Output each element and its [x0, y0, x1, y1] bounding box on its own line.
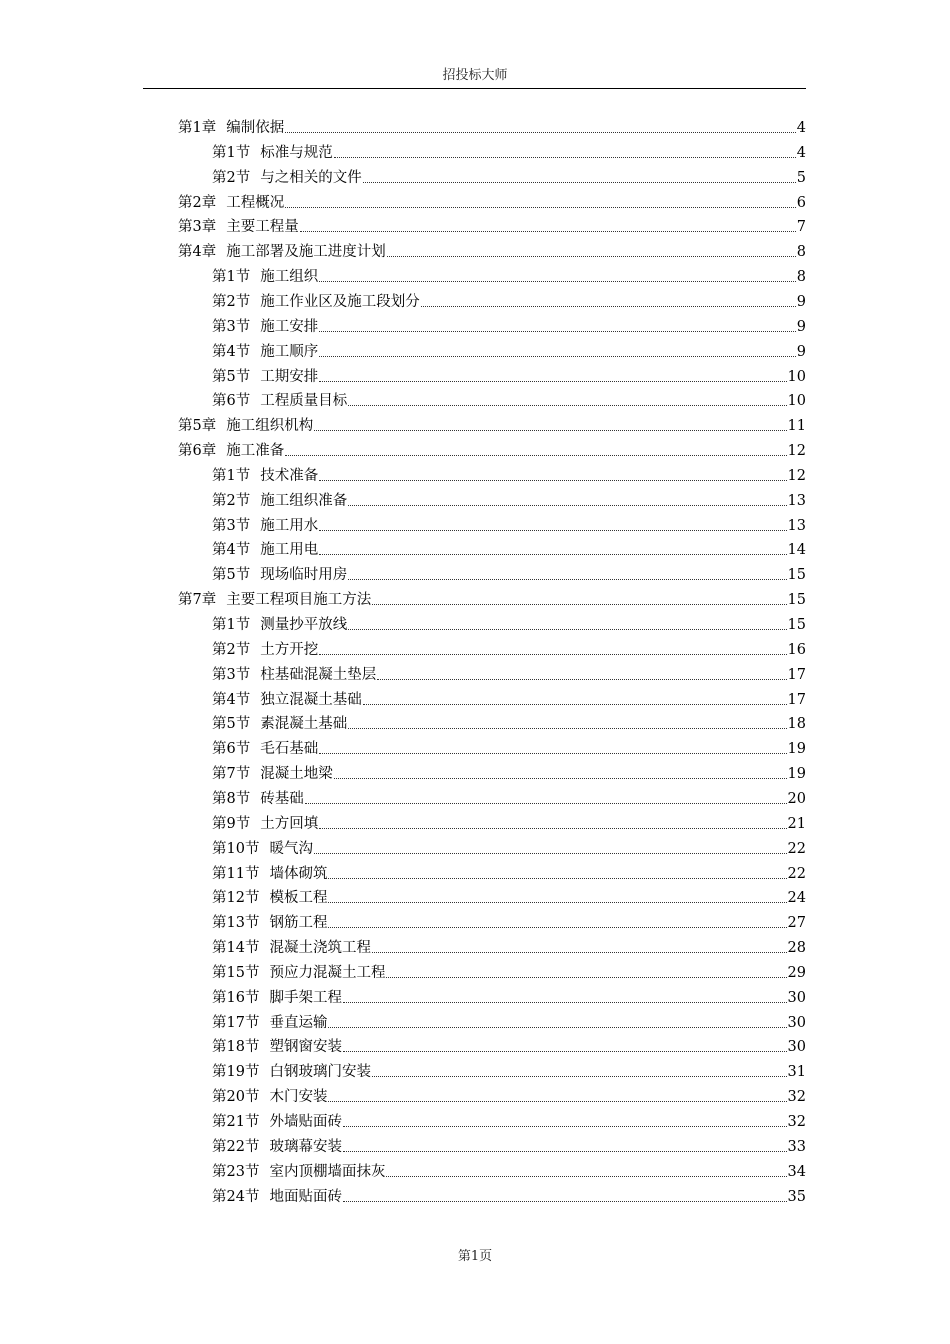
- toc-entry-number: 第2节: [212, 641, 251, 658]
- toc-dot-leader: [319, 331, 796, 332]
- toc-section-entry[interactable]: [212, 886, 806, 908]
- toc-dot-leader: [285, 132, 796, 133]
- toc-entry-number: 第1节: [212, 617, 251, 633]
- toc-entry-number: 第8节: [212, 790, 251, 807]
- toc-entry-page-number: 32: [787, 1114, 806, 1130]
- toc-dot-leader: [328, 927, 786, 928]
- toc-dot-leader: [319, 281, 796, 282]
- toc-dot-leader: [348, 505, 786, 506]
- toc-section-entry[interactable]: [212, 837, 806, 859]
- toc-entry-number: 第5节: [212, 368, 251, 385]
- toc-section-entry[interactable]: [212, 1135, 806, 1157]
- toc-entry-page-number: 10: [787, 393, 806, 410]
- toc-section-entry[interactable]: [212, 787, 806, 809]
- toc-dot-leader: [334, 778, 787, 779]
- toc-entry-page-number: 35: [787, 1188, 806, 1205]
- toc-entry-number: 第21节: [212, 1114, 260, 1130]
- toc-section-entry[interactable]: [212, 489, 806, 511]
- toc-entry-title: 标准与规范: [260, 144, 333, 161]
- toc-entry-title: 垂直运输: [269, 1014, 328, 1031]
- toc-dot-leader: [319, 828, 786, 829]
- toc-entry-number: 第6节: [212, 393, 251, 410]
- toc-dot-leader: [343, 1151, 787, 1152]
- toc-dot-leader: [348, 579, 786, 580]
- toc-entry-page-number: 33: [787, 1138, 806, 1155]
- toc-chapter-entry[interactable]: [178, 191, 806, 213]
- toc-dot-leader: [305, 803, 787, 804]
- page-header-title: 招投标大师: [442, 68, 508, 83]
- toc-section-entry[interactable]: [212, 265, 806, 287]
- toc-entry-title: 钢筋工程: [269, 915, 328, 932]
- toc-section-entry[interactable]: [212, 1160, 806, 1182]
- toc-entry-number: 第2章: [178, 194, 217, 211]
- toc-entry-page-number: 22: [787, 840, 806, 857]
- toc-entry-title: 脚手架工程: [269, 989, 342, 1006]
- toc-entry-page-number: 32: [787, 1089, 806, 1106]
- toc-section-entry[interactable]: [212, 862, 806, 884]
- toc-entry-title: 施工作业区及施工段划分: [260, 293, 420, 310]
- toc-dot-leader: [372, 952, 787, 953]
- toc-section-entry[interactable]: [212, 961, 806, 983]
- toc-entry-page-number: 9: [796, 343, 806, 360]
- toc-dot-leader: [328, 878, 786, 879]
- toc-section-entry[interactable]: [212, 712, 806, 734]
- toc-entry-number: 第7节: [212, 766, 251, 783]
- toc-entry-number: 第2节: [212, 492, 251, 509]
- toc-entry-number: 第1节: [212, 269, 251, 286]
- toc-entry-page-number: 4: [796, 120, 806, 136]
- toc-entry-number: 第18节: [212, 1039, 260, 1056]
- toc-entry-title: 主要工程量: [226, 219, 299, 236]
- toc-section-entry[interactable]: [212, 464, 806, 486]
- toc-entry-title: 施工组织准备: [260, 492, 348, 509]
- toc-entry-page-number: 30: [787, 1039, 806, 1056]
- toc-entry-number: 第24节: [212, 1188, 260, 1205]
- toc-entry-title: 施工组织: [260, 269, 319, 286]
- toc-section-entry[interactable]: [212, 563, 806, 585]
- toc-entry-page-number: 5: [796, 169, 806, 186]
- toc-entry-number: 第4节: [212, 343, 251, 360]
- toc-dot-leader: [343, 1201, 787, 1202]
- toc-entry-title: 混凝土浇筑工程: [269, 940, 371, 957]
- toc-section-entry[interactable]: [212, 1085, 806, 1107]
- toc-entry-page-number: 13: [787, 517, 806, 534]
- toc-entry-page-number: 17: [787, 666, 806, 683]
- toc-entry-title: 施工用电: [260, 542, 319, 559]
- toc-entry-title: 技术准备: [260, 467, 319, 484]
- toc-entry-page-number: 9: [796, 293, 806, 310]
- toc-entry-title: 施工用水: [260, 517, 319, 534]
- toc-entry-number: 第17节: [212, 1014, 260, 1031]
- toc-entry-page-number: 30: [787, 1014, 806, 1031]
- toc-entry-number: 第19节: [212, 1064, 260, 1081]
- toc-section-entry[interactable]: [212, 365, 806, 387]
- toc-entry-title: 施工准备: [226, 443, 285, 460]
- toc-entry-page-number: 10: [787, 368, 806, 385]
- toc-dot-leader: [386, 1176, 786, 1177]
- toc-entry-page-number: 22: [787, 865, 806, 882]
- toc-entry-title: 施工部署及施工进度计划: [226, 244, 386, 261]
- toc-dot-leader: [387, 256, 796, 257]
- toc-entry-number: 第7章: [178, 592, 217, 609]
- toc-entry-title: 毛石基础: [260, 741, 319, 758]
- toc-entry-title: 与之相关的文件: [260, 169, 362, 186]
- toc-entry-number: 第1章: [178, 120, 217, 136]
- toc-dot-leader: [363, 704, 787, 705]
- toc-dot-leader: [300, 231, 796, 232]
- toc-dot-leader: [319, 381, 786, 382]
- toc-entry-title: 预应力混凝土工程: [269, 964, 386, 981]
- toc-entry-title: 工程质量目标: [260, 393, 348, 410]
- toc-entry-page-number: 13: [787, 492, 806, 509]
- toc-section-entry[interactable]: [212, 613, 806, 635]
- toc-entry-page-number: 12: [787, 443, 806, 460]
- toc-section-entry[interactable]: [212, 340, 806, 362]
- toc-entry-title: 工期安排: [260, 368, 319, 385]
- toc-section-entry[interactable]: [212, 141, 806, 163]
- toc-entry-page-number: 14: [787, 542, 806, 559]
- toc-entry-title: 素混凝土基础: [260, 716, 348, 733]
- toc-entry-number: 第23节: [212, 1163, 260, 1180]
- toc-entry-page-number: 19: [787, 766, 806, 783]
- toc-dot-leader: [372, 1076, 787, 1077]
- toc-section-entry[interactable]: [212, 911, 806, 933]
- toc-chapter-entry[interactable]: [178, 414, 806, 436]
- toc-entry-title: 施工安排: [260, 318, 319, 335]
- toc-dot-leader: [348, 629, 786, 630]
- toc-section-entry[interactable]: [212, 1060, 806, 1082]
- toc-entry-number: 第5章: [178, 418, 217, 435]
- toc-dot-leader: [372, 604, 786, 605]
- toc-dot-leader: [348, 405, 786, 406]
- toc-section-entry[interactable]: [212, 290, 806, 312]
- toc-dot-leader: [363, 182, 796, 183]
- toc-entry-number: 第3节: [212, 666, 251, 683]
- toc-entry-title: 玻璃幕安装: [269, 1138, 342, 1155]
- toc-section-entry[interactable]: [212, 688, 806, 710]
- toc-entry-number: 第3章: [178, 219, 217, 236]
- toc-entry-page-number: 30: [787, 989, 806, 1006]
- toc-section-entry[interactable]: [212, 1185, 806, 1207]
- toc-section-entry[interactable]: [212, 663, 806, 685]
- toc-dot-leader: [319, 530, 786, 531]
- toc-chapter-entry[interactable]: [178, 116, 806, 138]
- toc-entry-number: 第4节: [212, 542, 251, 559]
- toc-section-entry[interactable]: [212, 1011, 806, 1033]
- toc-entry-page-number: 34: [787, 1163, 806, 1180]
- toc-section-entry[interactable]: [212, 812, 806, 834]
- toc-chapter-entry[interactable]: [178, 240, 806, 262]
- toc-entry-page-number: 11: [787, 418, 806, 435]
- toc-section-entry[interactable]: [212, 1035, 806, 1057]
- toc-entry-page-number: 15: [787, 592, 806, 609]
- toc-dot-leader: [285, 455, 786, 456]
- toc-entry-page-number: 15: [787, 617, 806, 633]
- toc-entry-page-number: 27: [787, 915, 806, 932]
- toc-entry-title: 白钢玻璃门安装: [269, 1064, 371, 1081]
- toc-entry-page-number: 15: [787, 567, 806, 584]
- toc-dot-leader: [314, 853, 787, 854]
- toc-dot-leader: [386, 977, 786, 978]
- toc-entry-number: 第15节: [212, 964, 260, 981]
- toc-entry-page-number: 24: [787, 890, 806, 907]
- toc-entry-title: 施工组织机构: [226, 418, 314, 435]
- toc-entry-page-number: 21: [787, 815, 806, 832]
- toc-entry-number: 第12节: [212, 890, 260, 907]
- toc-section-entry[interactable]: [212, 538, 806, 560]
- toc-dot-leader: [285, 207, 796, 208]
- toc-entry-number: 第6章: [178, 443, 217, 460]
- header-divider: [143, 88, 806, 89]
- toc-dot-leader: [319, 554, 786, 555]
- toc-dot-leader: [319, 753, 786, 754]
- toc-entry-title: 暖气沟: [269, 840, 313, 857]
- toc-entry-title: 柱基础混凝土垫层: [260, 666, 377, 683]
- toc-entry-page-number: 31: [787, 1064, 806, 1081]
- toc-entry-title: 现场临时用房: [260, 567, 348, 584]
- toc-entry-page-number: 6: [796, 194, 806, 211]
- toc-chapter-entry[interactable]: [178, 439, 806, 461]
- toc-entry-title: 土方回填: [260, 815, 319, 832]
- toc-dot-leader: [343, 1051, 787, 1052]
- toc-entry-number: 第1节: [212, 467, 251, 484]
- toc-entry-page-number: 19: [787, 741, 806, 758]
- toc-section-entry[interactable]: [212, 514, 806, 536]
- toc-dot-leader: [328, 1101, 786, 1102]
- toc-entry-page-number: 29: [787, 964, 806, 981]
- toc-dot-leader: [334, 157, 796, 158]
- toc-entry-page-number: 20: [787, 790, 806, 807]
- toc-entry-page-number: 18: [787, 716, 806, 733]
- toc-entry-number: 第3节: [212, 517, 251, 534]
- toc-entry-number: 第11节: [212, 865, 260, 882]
- toc-chapter-entry[interactable]: [178, 588, 806, 610]
- toc-entry-title: 塑钢窗安装: [269, 1039, 342, 1056]
- toc-entry-title: 土方开挖: [260, 641, 319, 658]
- toc-section-entry[interactable]: [212, 389, 806, 411]
- toc-entry-page-number: 12: [787, 467, 806, 484]
- toc-entry-page-number: 8: [796, 244, 806, 261]
- toc-entry-number: 第13节: [212, 915, 260, 932]
- toc-entry-title: 编制依据: [226, 120, 285, 136]
- toc-chapter-entry[interactable]: [178, 215, 806, 237]
- toc-entry-title: 主要工程项目施工方法: [226, 592, 372, 609]
- toc-entry-number: 第5节: [212, 716, 251, 733]
- toc-entry-title: 施工顺序: [260, 343, 319, 360]
- toc-entry-number: 第16节: [212, 989, 260, 1006]
- toc-section-entry[interactable]: [212, 986, 806, 1008]
- toc-entry-number: 第4节: [212, 691, 251, 708]
- toc-entry-number: 第2节: [212, 169, 251, 186]
- toc-entry-page-number: 16: [787, 641, 806, 658]
- toc-entry-number: 第14节: [212, 940, 260, 957]
- toc-entry-number: 第2节: [212, 293, 251, 310]
- toc-entry-title: 测量抄平放线: [260, 617, 348, 633]
- toc-entry-title: 木门安装: [269, 1089, 328, 1106]
- toc-entry-number: 第20节: [212, 1089, 260, 1106]
- toc-section-entry[interactable]: [212, 737, 806, 759]
- toc-entry-title: 砖基础: [260, 790, 304, 807]
- toc-entry-title: 工程概况: [226, 194, 285, 211]
- toc-entry-title: 混凝土地梁: [260, 766, 333, 783]
- toc-dot-leader: [343, 1126, 787, 1127]
- toc-entry-number: 第3节: [212, 318, 251, 335]
- toc-entry-number: 第5节: [212, 567, 251, 584]
- toc-entry-number: 第9节: [212, 815, 251, 832]
- toc-section-entry[interactable]: [212, 762, 806, 784]
- toc-entry-number: 第1节: [212, 144, 251, 161]
- toc-entry-title: 地面贴面砖: [269, 1188, 342, 1205]
- toc-dot-leader: [319, 654, 786, 655]
- toc-entry-title: 独立混凝土基础: [260, 691, 362, 708]
- toc-entry-title: 墙体砌筑: [269, 865, 328, 882]
- toc-dot-leader: [319, 480, 786, 481]
- toc-dot-leader: [377, 679, 786, 680]
- toc-section-entry[interactable]: [212, 315, 806, 337]
- toc-dot-leader: [314, 430, 786, 431]
- toc-section-entry[interactable]: [212, 1110, 806, 1132]
- toc-entry-page-number: 7: [796, 219, 806, 236]
- toc-section-entry[interactable]: [212, 638, 806, 660]
- toc-entry-page-number: 4: [796, 144, 806, 161]
- toc-entry-page-number: 17: [787, 691, 806, 708]
- toc-dot-leader: [328, 1027, 786, 1028]
- toc-entry-title: 模板工程: [269, 890, 328, 907]
- toc-dot-leader: [319, 356, 796, 357]
- toc-section-entry[interactable]: [212, 166, 806, 188]
- toc-entry-title: 室内顶棚墙面抹灰: [269, 1163, 386, 1180]
- toc-dot-leader: [328, 902, 786, 903]
- toc-entry-number: 第10节: [212, 840, 260, 857]
- toc-entry-page-number: 8: [796, 269, 806, 286]
- toc-entry-number: 第4章: [178, 244, 217, 261]
- toc-dot-leader: [421, 306, 796, 307]
- toc-entry-page-number: 28: [787, 940, 806, 957]
- toc-entry-page-number: 9: [796, 318, 806, 335]
- toc-entry-number: 第22节: [212, 1138, 260, 1155]
- toc-section-entry[interactable]: [212, 936, 806, 958]
- page-number-footer: 第1页: [457, 1249, 493, 1264]
- toc-dot-leader: [343, 1002, 787, 1003]
- toc-entry-title: 外墙贴面砖: [269, 1114, 342, 1130]
- toc-entry-number: 第6节: [212, 741, 251, 758]
- toc-dot-leader: [348, 728, 786, 729]
